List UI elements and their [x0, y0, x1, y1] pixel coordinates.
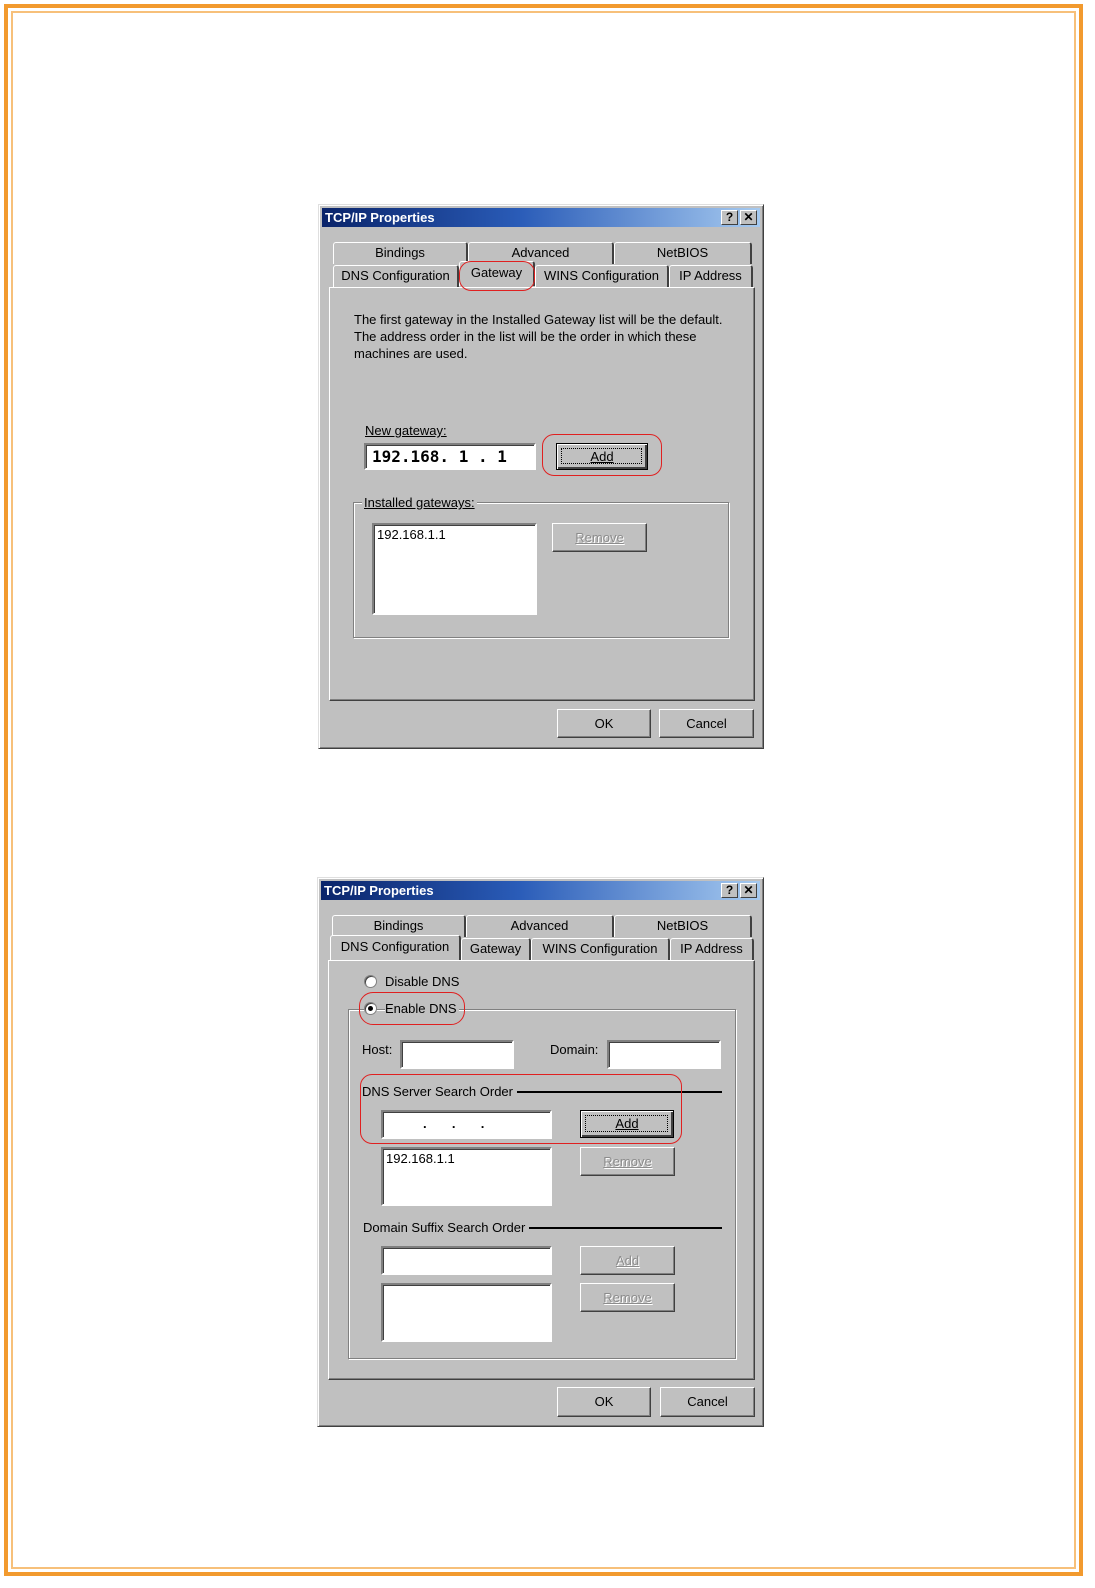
remove-label: Remove — [575, 530, 624, 545]
cancel-button[interactable]: Cancel — [660, 1387, 755, 1417]
installed-gateways-list[interactable] — [372, 523, 537, 615]
help-button[interactable]: ? — [721, 210, 738, 225]
highlight-dns-server-order — [360, 1074, 682, 1144]
add-label: Add — [615, 1253, 640, 1268]
highlight-gateway-tab — [459, 261, 535, 291]
new-gateway-label: New gateway: — [365, 423, 447, 438]
dialog-title: TCP/IP Properties — [325, 210, 435, 225]
domain-input[interactable] — [607, 1040, 721, 1069]
tab-ip-address[interactable]: IP Address — [670, 938, 754, 960]
tab-gateway[interactable]: Gateway — [459, 261, 535, 286]
tab-dns-configuration[interactable]: DNS Configuration — [333, 265, 459, 287]
suffix-list[interactable] — [381, 1283, 552, 1342]
gateway-description-line3: machines are used. — [354, 346, 468, 361]
tcpip-properties-dialog-dns — [317, 877, 764, 1427]
ok-button[interactable]: OK — [557, 1387, 651, 1417]
remove-label: Remove — [603, 1154, 652, 1169]
tab-advanced[interactable]: Advanced — [466, 915, 614, 937]
tab-wins-configuration[interactable]: WINS Configuration — [531, 938, 670, 960]
add-suffix-button[interactable] — [580, 1246, 675, 1275]
disable-dns-label[interactable]: Disable DNS — [385, 974, 460, 989]
suffix-input[interactable] — [381, 1246, 552, 1275]
host-input[interactable] — [400, 1040, 514, 1069]
cancel-button[interactable]: Cancel — [659, 709, 754, 738]
suffix-order-label: Domain Suffix Search Order — [363, 1220, 529, 1236]
tab-netbios[interactable]: NetBIOS — [614, 242, 752, 264]
dns-order-label: DNS Server Search Order — [362, 1084, 517, 1100]
installed-gateways-label: Installed gateways: — [364, 495, 475, 510]
ok-button[interactable]: OK — [557, 709, 651, 738]
remove-suffix-button[interactable] — [580, 1283, 675, 1312]
remove-gateway-button[interactable] — [552, 523, 647, 552]
new-gateway-input[interactable]: 192.168. 1 . 1 — [364, 443, 536, 470]
enable-dns-label[interactable]: Enable DNS — [385, 1001, 457, 1016]
tab-bindings[interactable]: Bindings — [333, 242, 468, 264]
remove-dns-button[interactable] — [580, 1147, 675, 1176]
list-item[interactable]: 192.168.1.1 — [386, 1151, 455, 1166]
gateway-description-line1: The first gateway in the Installed Gateway list will be the default. — [354, 312, 723, 327]
domain-label: Domain: — [550, 1042, 599, 1057]
close-button[interactable]: ✕ — [740, 883, 757, 898]
tab-netbios[interactable]: NetBIOS — [614, 915, 752, 937]
host-label: Host: — [362, 1042, 393, 1057]
tab-ip-address[interactable]: IP Address — [669, 265, 753, 287]
disable-dns-radio[interactable] — [364, 975, 377, 988]
list-item[interactable]: 192.168.1.1 — [377, 527, 446, 542]
tab-panel — [329, 287, 755, 701]
remove-label: Remove — [603, 1290, 652, 1305]
tab-gateway[interactable]: Gateway — [461, 938, 531, 960]
add-label: Add — [590, 449, 614, 464]
dns-server-input[interactable]: . . . — [381, 1110, 552, 1139]
gateway-description-line2: The address order in the list will be the order in which these — [354, 329, 697, 344]
dns-server-list[interactable] — [381, 1147, 552, 1206]
help-button[interactable]: ? — [721, 883, 738, 898]
dialog-title: TCP/IP Properties — [324, 883, 434, 898]
highlight-enable-dns — [359, 992, 465, 1025]
tab-advanced[interactable]: Advanced — [468, 242, 614, 264]
tab-bindings[interactable]: Bindings — [332, 915, 466, 937]
highlight-add-button — [542, 434, 662, 476]
tab-panel — [328, 960, 755, 1380]
tab-wins-configuration[interactable]: WINS Configuration — [535, 265, 669, 287]
title-bar[interactable] — [322, 208, 760, 227]
title-bar[interactable] — [321, 881, 760, 900]
tab-dns-configuration[interactable]: DNS Configuration — [330, 935, 461, 960]
close-button[interactable]: ✕ — [740, 210, 757, 225]
tcpip-properties-dialog-gateway — [318, 204, 764, 749]
add-label: Add — [615, 1116, 639, 1131]
